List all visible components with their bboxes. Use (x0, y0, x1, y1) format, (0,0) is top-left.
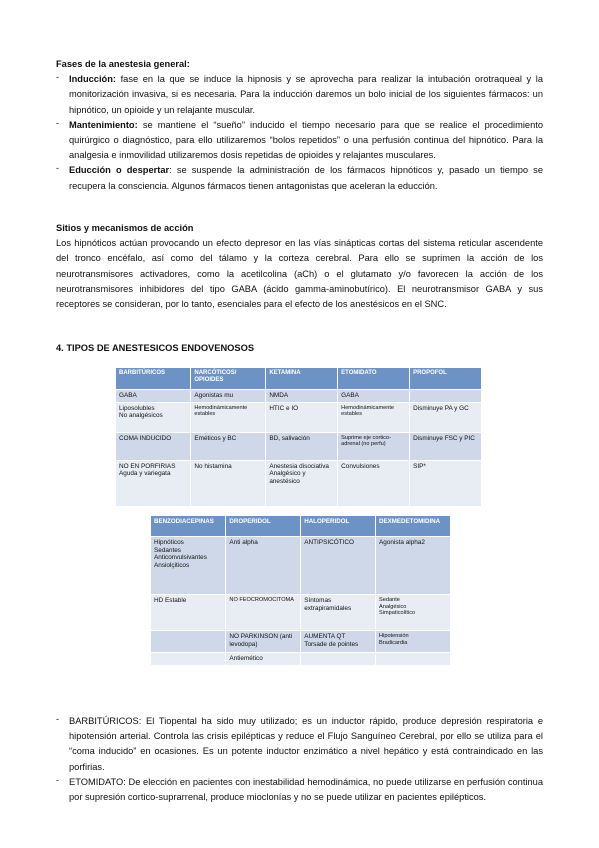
table-cell (151, 631, 226, 653)
table-cell: Eméticos y BC (191, 432, 266, 460)
table-cell: SIP* (410, 460, 482, 506)
note-etomidato (56, 775, 543, 805)
table-cell: NO PARKINSON (anti levodopa) (226, 631, 301, 653)
fase-item-educcion (56, 163, 543, 193)
table-cell (151, 653, 226, 666)
fase-item-induccion (56, 72, 543, 118)
table-header-cell: PROPOFOL (410, 368, 482, 390)
table-cell: Disminuye FSC y PIC (410, 432, 482, 460)
dash-bullet: - (56, 163, 59, 174)
dash-bullet: - (56, 117, 59, 128)
table-header-cell: DEXMEDETOMIDINA (376, 516, 451, 537)
table-header-cell: HALOPERIDOL (301, 516, 376, 537)
table-cell: Liposolubles No analgésicos (116, 402, 191, 432)
table-cell: Antiemético (226, 653, 301, 666)
table-cell: Convulsiones (338, 460, 410, 506)
notes-section (56, 714, 543, 805)
dash-bullet: - (56, 714, 59, 724)
table-row (151, 631, 451, 653)
note-barbituricos (56, 714, 543, 775)
table-cell (376, 653, 451, 666)
sitios-paragraph: Los hipnóticos actúan provocando un efecto depresor en las vías sinápticas cortas del sistema reticular ascendente del tronco encéfalo, así como del tálamo y la corteza cerebral. Para ello se suprimen la acción de los neurotransmisores activadores, como la acetilcolina (aCh) o el glutamato y/o favorecen la acción de los neurotransmisores inhibidores del tipo GABA (ácido gamma-aminobutírico). El neurotransmisor GABA y sus receptores se consideran, por lo tanto, esenciales para el efecto de los anestésicos en el SNC. (56, 238, 543, 310)
table-header-cell: ETOMIDATO (338, 368, 410, 390)
table-anestesicos-2 (151, 516, 451, 666)
fases-section (56, 57, 543, 194)
table-cell: Suprime eje cortico-adrenal (no perfu) (338, 432, 410, 460)
fase-term-sep: : (134, 119, 138, 130)
table-row (151, 653, 451, 666)
table-cell: Anti alpha (226, 537, 301, 595)
table-cell: Hemodinámicamente estables (338, 402, 410, 432)
table-cell (301, 653, 376, 666)
fase-text: fase en la que se induce la hipnosis y se aprovecha para realizar la intubación orotraqueal y la monitorización invasiva, si es necesaria. Para la inducción daremos un bolo inicial de los siguientes fármacos: un hipnótico, un opioide y un relajante muscular. (69, 74, 543, 115)
table-anestesicos-1 (116, 368, 482, 507)
table-cell: GABA (116, 390, 191, 403)
table-header-cell: DROPERIDOL (226, 516, 301, 537)
sitios-heading: Sitios y mecanismos de acción (56, 223, 194, 233)
sitios-section (56, 221, 543, 312)
table-cell: NO EN PORFIRIAS Aguda y variegata (116, 460, 191, 506)
table-cell: COMA INDUCIDO (116, 432, 191, 460)
fase-text: se mantiene el “sueño” inducido el tiempo necesario para que se realice el procedimiento quirúrgico o diagnóstico, para ello utilizaremos “bolos repetidos” o una perfusión continua del hipnótico. Para la analgesia e inmovilidad utilizaremos dosis repetidas de opioides y relajantes musculares. (69, 119, 543, 161)
table-cell: NMDA (266, 390, 338, 403)
table-cell: HD Estable (151, 595, 226, 631)
table-cell: Hipotensión Bradicardia (376, 631, 451, 653)
section4-header (56, 341, 543, 356)
table-cell: Síntomas extrapiramidales (301, 595, 376, 631)
fase-term-sep: : (112, 74, 117, 85)
table-cell: BD, salivación (266, 432, 338, 460)
fase-item-mantenimiento (56, 118, 543, 164)
table-cell: Disminuye PA y GC (410, 402, 482, 432)
note-text: BARBITÚRICOS: El Tiopental ha sido muy utilizado; es un inductor rápido, produce depresión respiratoria e hipotensión arterial. Controla las crisis epilépticas y reduce el Flujo Sanguíneo Cerebral, por ello se utiliza para el “coma inducido” en ocasiones. Es un potente inductor enzimático a nivel hepático y está contraindicado en las porfirias. (69, 716, 543, 772)
table-header-cell: NARCÓTICOS/ OPIOIDES (191, 368, 266, 390)
table-header-cell: BARBITÚRICOS (116, 368, 191, 390)
table-cell: GABA (338, 390, 410, 403)
table-row (151, 537, 451, 595)
table-cell: No histamina (191, 460, 266, 506)
table-row (116, 390, 482, 403)
table-row (116, 460, 482, 506)
fase-term: Educción o despertar (69, 165, 170, 176)
table-header-cell: KETAMINA (266, 368, 338, 390)
section4-heading: 4. TIPOS DE ANESTESICOS ENDOVENOSOS (56, 343, 255, 353)
table-cell: NO FEOCROMOCITOMA (226, 595, 301, 631)
dash-bullet: - (56, 72, 59, 83)
fase-term-sep: : (169, 165, 172, 176)
fases-heading: Fases de la anestesia general: (56, 59, 190, 69)
table-cell (410, 390, 482, 403)
fase-term: Mantenimiento (69, 119, 135, 130)
table-cell: AUMENTA QT Torsade de pointes (301, 631, 376, 653)
note-text: ETOMIDATO: De elección en pacientes con inestabilidad hemodinámica, no puede utilizarse en perfusión continua por supresión cortico-suprarrenal, produce mioclonías y no se puede utilizar en pacientes epilépticos. (69, 776, 543, 803)
table-row (116, 432, 482, 460)
table-row (151, 595, 451, 631)
table-header-row (116, 368, 482, 390)
dash-bullet: - (56, 774, 59, 785)
table-header-row (151, 516, 451, 537)
fase-text: se suspende la administración de los fármacos hipnóticos y, pasado un tiempo se recupera la consciencia. Algunos fármacos tienen antagonistas que aceleran la educción. (69, 165, 544, 191)
table-row (116, 402, 482, 432)
table-cell: Anestesia disociativa Analgésico y anestésico (266, 460, 338, 506)
table-cell: Hipnóticos Sedantes Anticonvulsivantes Ansiolçiticos (151, 537, 226, 595)
fase-term: Inducción (69, 74, 113, 85)
table-header-cell: BENZODIACEPINAS (151, 516, 226, 537)
table-cell: Agonista alpha2 (376, 537, 451, 595)
table-cell: ANTIPSICÓTICO (301, 537, 376, 595)
table-cell: HTIC e IO (266, 402, 338, 432)
table-cell: Hemodinámicamente estables (191, 402, 266, 432)
table-cell: Sedante Analgésico Simpaticolítico (376, 595, 451, 631)
table-cell: Agonistas mu (191, 390, 266, 403)
